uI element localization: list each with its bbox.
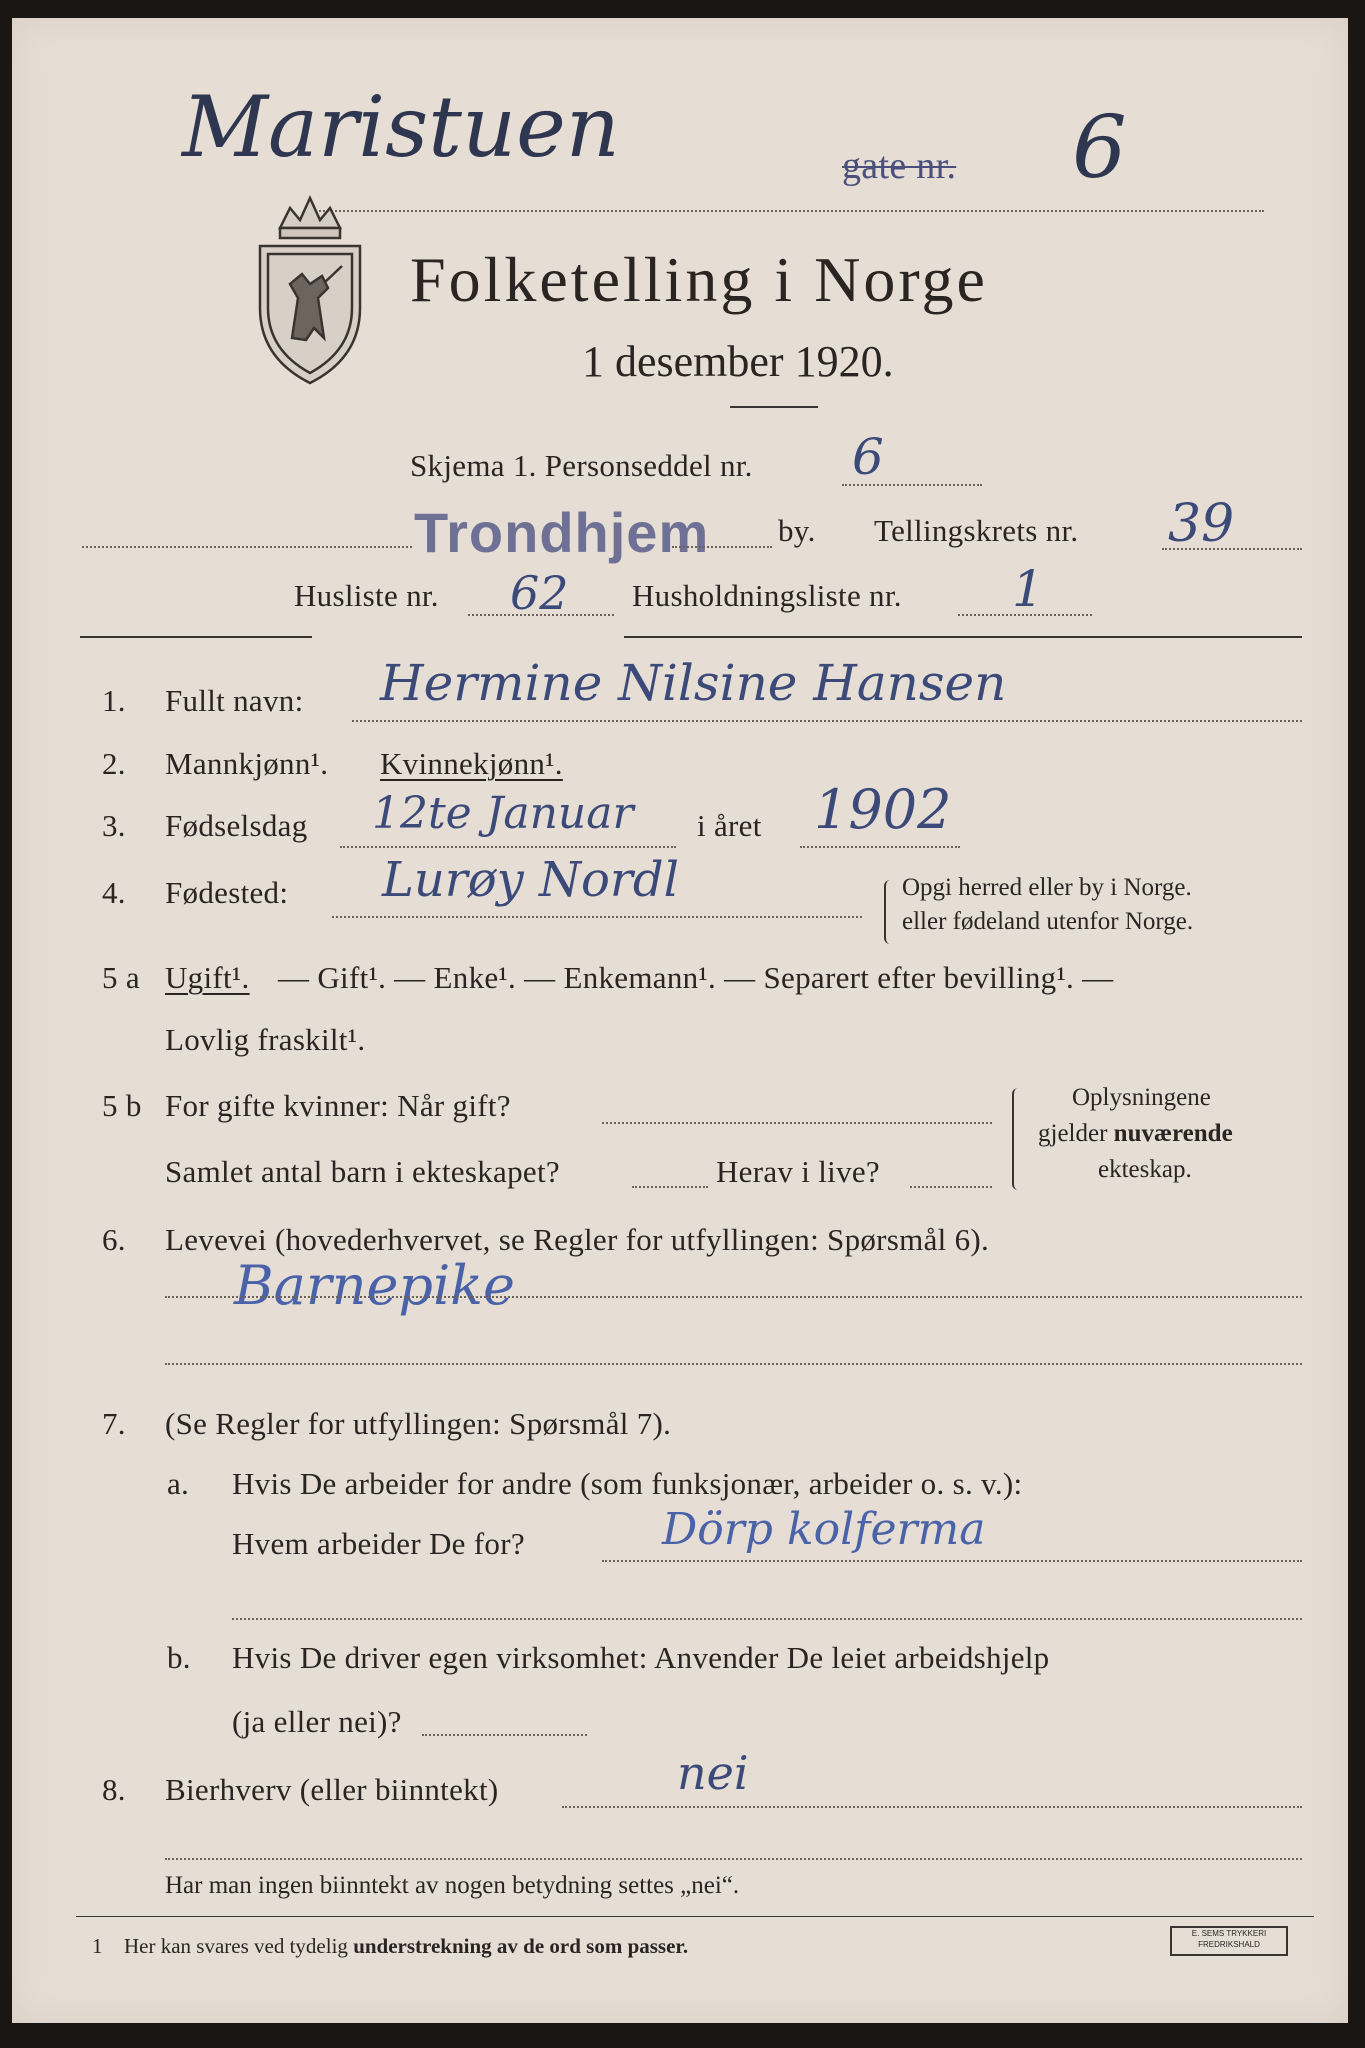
q7a-line1: Hvis De arbeider for andre (som funksjonær, arbeider o. s. v.): [232,1466,1023,1501]
q1-label: Fullt navn: [165,683,304,718]
q4-note-brace [884,880,896,944]
q7b-line2: (ja eller nei)? [232,1704,402,1739]
printer-mark [1170,1926,1288,1956]
q7a-letter: a. [167,1466,190,1501]
q3-year-dotted-line [800,846,960,848]
q8-label: Bierhverv (eller biinntekt) [165,1772,499,1807]
husholdningsliste-number-handwritten: 1 [1012,560,1044,618]
side-income-handwritten: nei [677,1746,749,1800]
footnote-rule [76,1916,1314,1917]
q8-dotted-line-2 [165,1858,1302,1860]
footnote-number: 1 [92,1934,103,1958]
q7a-dotted-line-1 [602,1560,1302,1562]
q7b-letter: b. [167,1640,191,1675]
schema-label: Skjema 1. Personseddel nr. [410,448,753,483]
street-name-handwritten: Maristuen [182,78,620,176]
q4-number: 4. [102,875,126,910]
q5b-note-line3: ekteskap. [1098,1156,1192,1183]
q7-label: (Se Regler for utfyllingen: Spørsmål 7). [165,1406,672,1441]
q4-note-line2: eller fødeland utenfor Norge. [902,908,1194,935]
tellingskrets-number-handwritten: 39 [1168,494,1235,554]
town-dotted-line-right [672,546,772,548]
printer-mark-line2: FREDRIKSHALD [1198,1940,1260,1949]
street-dotted-line [304,210,1264,212]
q5b-married-dotted-line [602,1122,992,1124]
footnote-text-a: Her kan svares ved tydelig [124,1934,354,1958]
footnote-text [124,1934,688,1959]
q5b-note-line2a: gjelder [1038,1120,1114,1147]
birth-year-handwritten: 1902 [814,778,952,841]
q5b-alive-label: Herav i live? [716,1154,880,1189]
q6-dotted-line-2 [165,1363,1302,1365]
full-name-handwritten: Hermine Nilsine Hansen [380,654,1007,712]
employer-handwritten: Dörp kolferma [662,1504,986,1555]
norway-coat-of-arms-icon [250,188,370,388]
q7-number: 7. [102,1406,126,1441]
header-rule-right [624,636,1302,638]
tellingskrets-dotted-line [1162,548,1302,550]
footnote-text-b: understrekning av de ord som passer. [353,1934,689,1958]
gender-female-label: Kvinnekjønn¹. [380,746,563,781]
town-stamp: Trondhjem [414,501,710,564]
q6-dotted-line-1 [165,1296,1302,1298]
title-rule [730,406,818,408]
printer-mark-line1: E. SEMS TRYKKERI [1191,1929,1267,1938]
form-title: Folketelling i Norge [410,244,988,315]
q6-label: Levevei (hovederhvervet, se Regler for utfyllingen: Spørsmål 6). [165,1222,990,1257]
census-form-sheet [12,18,1348,2023]
q4-label: Fødested: [165,875,289,910]
husliste-number-handwritten: 62 [510,566,569,620]
q8-number: 8. [102,1772,126,1807]
q3-number: 3. [102,808,126,843]
q3-label: Fødselsdag [165,808,308,843]
husholdningsliste-dotted-line [958,614,1092,616]
q5b-children-dotted-line [632,1186,708,1188]
q5b-note-line1: Oplysningene [1072,1084,1211,1111]
marital-fraskilt-label: Lovlig fraskilt¹. [165,1022,366,1057]
tellingskrets-label: Tellingskrets nr. [874,513,1079,548]
q4-dotted-line [332,916,862,918]
q6-number: 6. [102,1222,126,1257]
street-printed-label: gate nr. [842,145,957,187]
q5b-note-brace [1012,1088,1024,1190]
schema-number-handwritten: 6 [852,428,884,486]
census-date: 1 desember 1920. [582,337,894,386]
marital-ugift-label: Ugift¹. [165,960,250,995]
q5b-note-line2 [1038,1120,1233,1148]
street-number-handwritten: 6 [1072,98,1127,198]
footer-note: Har man ingen biinntekt av nogen betydning settes „nei“. [165,1872,740,1899]
q7a-line2: Hvem arbeider De for? [232,1526,525,1561]
town-dotted-line-left [82,546,412,548]
schema-dotted-line [842,484,982,486]
q1-dotted-line [352,720,1302,722]
husliste-label: Husliste nr. [294,578,439,613]
q5a-number: 5 a [102,960,140,995]
q3-day-dotted-line [340,846,676,848]
q7b-line1: Hvis De driver egen virksomhet: Anvender De leiet arbeidshjelp [232,1640,1050,1675]
q5b-married-when-label: For gifte kvinner: Når gift? [165,1088,511,1123]
q7a-dotted-line-2 [232,1618,1302,1620]
q2-number: 2. [102,746,126,781]
birth-day-handwritten: 12te Januar [372,788,634,839]
marital-options-label: — Gift¹. — Enke¹. — Enkemann¹. — Separert efter bevilling¹. — [278,960,1114,995]
q3-year-label: i året [697,808,762,843]
header-rule-left [80,636,312,638]
q4-note-line1: Opgi herred eller by i Norge. [902,874,1192,901]
q5b-children-label: Samlet antal barn i ekteskapet? [165,1154,560,1189]
gender-male-label: Mannkjønn¹. [165,746,329,781]
q1-number: 1. [102,683,126,718]
husholdningsliste-label: Husholdningsliste nr. [632,578,902,613]
husliste-dotted-line [468,614,614,616]
q8-dotted-line [562,1806,1302,1808]
q5b-note-line2b: nuværende [1113,1120,1233,1147]
q7b-dotted-line [422,1734,587,1736]
occupation-handwritten: Barnepike [234,1254,515,1317]
q5b-number: 5 b [102,1088,142,1123]
town-by-label: by. [778,513,816,548]
birthplace-handwritten: Lurøy Nordl [382,852,679,908]
q5b-alive-dotted-line [910,1186,992,1188]
